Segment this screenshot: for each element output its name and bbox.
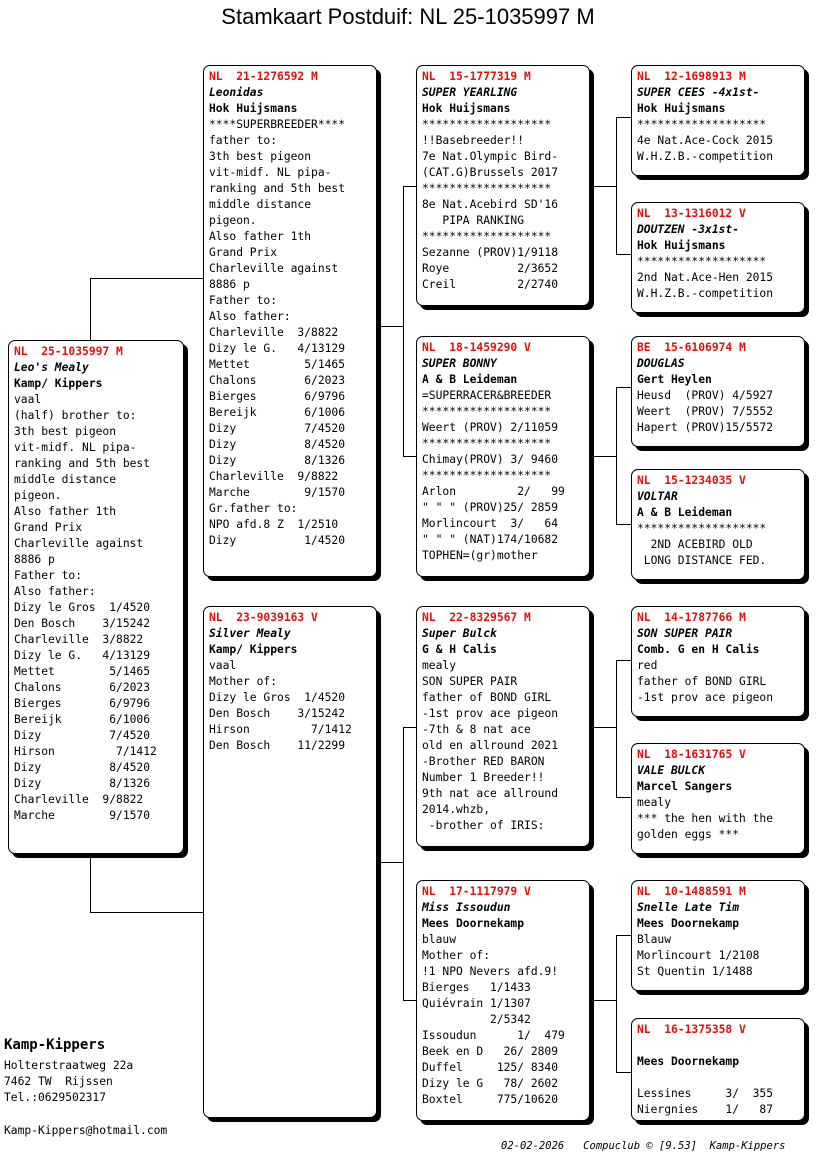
note-line: Dizy 8/1326 (14, 777, 151, 790)
note-line: 9th nat ace allround (422, 787, 559, 800)
note-line: Grand Prix (209, 246, 278, 259)
note-line: Dizy le G. 4/13129 (14, 649, 151, 662)
note-line: !1 NPO Nevers afd.9! (422, 965, 559, 978)
note-line: Mother of: (422, 949, 491, 962)
note-line: Also father: (209, 310, 291, 323)
note-line: 2014.whzb, (422, 803, 491, 816)
note-line: *** the hen with the (637, 812, 774, 825)
note-line: Bierges 6/9796 (209, 390, 346, 403)
note-line: Number 1 Breeder!! (422, 771, 545, 784)
pigeon-name: Super Bulck (422, 627, 497, 640)
connector-line (403, 727, 404, 1000)
connector-line (591, 1000, 616, 1001)
note-line: blauw (422, 933, 457, 946)
pigeon-card-father (203, 65, 377, 577)
note-line: Den Bosch 11/2299 (209, 739, 346, 752)
connector-line (403, 456, 417, 457)
note-line: Dizy 8/4520 (14, 761, 151, 774)
ring-number: NL 22-8329567 M (422, 611, 531, 624)
connector-line (403, 727, 417, 728)
note-line: Marche 9/1570 (14, 809, 151, 822)
note-line: Den Bosch 3/15242 (209, 707, 346, 720)
pigeon-card-mm (416, 880, 590, 1121)
owner-name: Kamp/ Kippers (14, 377, 103, 390)
note-line: " " " (NAT)174/10682 (422, 533, 559, 546)
pigeon-card-mfm (631, 743, 805, 854)
pigeon-name: Miss Issoudun (422, 901, 511, 914)
pigeon-name (637, 1038, 799, 1054)
ring-number: NL 12-1698913 M (637, 70, 746, 83)
note-line: St Quentin 1/1488 (637, 965, 753, 978)
pigeon-name: SUPER BONNY (422, 357, 497, 370)
pigeon-name: SUPER CEES -4x1st- (637, 86, 760, 99)
note-line: 8886 p (14, 553, 55, 566)
note-line: Grand Prix (14, 521, 83, 534)
pigeon-card-mmf (631, 880, 805, 991)
note-line: vaal (14, 393, 42, 406)
note-line: ******************* (637, 255, 767, 268)
connector-line (90, 912, 204, 913)
note-line: Issoudun 1/ 479 (422, 1029, 565, 1042)
note-line: ******************* (637, 522, 767, 535)
pigeon-card-fmm (631, 469, 805, 580)
note-line: Chalons 6/2023 (209, 374, 346, 387)
note-line: Charleville 3/8822 (14, 633, 144, 646)
owner-name: Mees Doornekamp (637, 1055, 740, 1068)
owner-name: Kamp/ Kippers (209, 643, 298, 656)
connector-line (616, 387, 617, 524)
note-line: middle distance (14, 473, 117, 486)
note-line: vit-midf. NL pipa- (209, 166, 332, 179)
note-line: Dizy le Gros 1/4520 (209, 691, 346, 704)
ring-number: NL 15-1777319 M (422, 70, 531, 83)
ring-number: NL 21-1276592 M (209, 70, 318, 83)
note-line: Creil 2/2740 (422, 278, 559, 291)
ring-number: NL 23-9039163 V (209, 611, 318, 624)
note-line: Den Bosch 3/15242 (14, 617, 151, 630)
note-line: Dizy 7/4520 (14, 729, 151, 742)
note-line: W.H.Z.B.-competition (637, 150, 774, 163)
breeder-info (4, 1036, 133, 1106)
pigeon-card-fmf (631, 336, 805, 447)
pigeon-name: Leo's Mealy (14, 361, 89, 374)
note-line: 7e Nat.Olympic Bird- (422, 150, 559, 163)
owner-name: A & B Leideman (637, 506, 733, 519)
owner-name: Gert Heylen (637, 373, 712, 386)
ring-number: NL 18-1631765 V (637, 748, 746, 761)
page-title: Stamkaart Postduif: NL 25-1035997 M (221, 4, 595, 29)
note-line: vit-midf. NL pipa- (14, 441, 137, 454)
connector-line (616, 387, 632, 388)
note-line: 8886 p (209, 278, 250, 291)
note-line: Dizy le G 78/ 2602 (422, 1077, 559, 1090)
note-line: Dizy le Gros 1/4520 (14, 601, 151, 614)
pigeon-name: DOUTZEN -3x1st- (637, 223, 740, 236)
note-line: Hapert (PROV)15/5572 (637, 421, 774, 434)
note-line: Duffel 125/ 8340 (422, 1061, 559, 1074)
note-line: W.H.Z.B.-competition (637, 287, 774, 300)
connector-line (616, 117, 632, 118)
note-line: Hirson 7/1412 (209, 723, 352, 736)
note-line: Also father: (14, 585, 96, 598)
pigeon-name: SON SUPER PAIR (637, 627, 733, 640)
connector-line (90, 278, 204, 279)
pigeon-card-subject (8, 340, 184, 854)
note-line: Beek en D 26/ 2809 (422, 1045, 559, 1058)
connector-line (616, 660, 632, 661)
note-line: old en allround 2021 (422, 739, 559, 752)
owner-name: G & H Calis (422, 643, 497, 656)
note-line: pigeon. (14, 489, 62, 502)
note-line: Weert (PROV) 7/5552 (637, 405, 774, 418)
note-line: NPO afd.8 Z 1/2510 (209, 518, 339, 531)
note-line: ******************* (422, 437, 552, 450)
address-line: Holterstraatweg 22a (4, 1059, 134, 1072)
note-line: ******************* (422, 405, 552, 418)
note-line: red (637, 659, 658, 672)
connector-line (616, 117, 617, 254)
note-line: Gr.father to: (209, 502, 298, 515)
note-line: ******************* (422, 230, 552, 243)
note-line: Blauw (637, 933, 672, 946)
phone-line: Tel.:0629502317 (4, 1091, 107, 1104)
note-line: Dizy le G. 4/13129 (209, 342, 346, 355)
note-line: Bereijk 6/1006 (209, 406, 346, 419)
note-line: ****SUPERBREEDER**** (209, 118, 346, 131)
note-line: Bierges 1/1433 (422, 981, 531, 994)
connector-line (616, 1072, 632, 1073)
owner-name: Comb. G en H Calis (637, 643, 760, 656)
note-line: pigeon. (209, 214, 257, 227)
note-line: 2nd Nat.Ace-Hen 2015 (637, 271, 774, 284)
note-line: Charleville 3/8822 (209, 326, 339, 339)
note-line: Charleville 9/8822 (14, 793, 144, 806)
note-line: father of BOND GIRL (422, 691, 552, 704)
note-line: -Brother RED BARON (422, 755, 545, 768)
note-line: -1st prov ace pigeon (422, 707, 559, 720)
note-line: Quiévrain 1/1307 (422, 997, 531, 1010)
note-line: Father to: (209, 294, 278, 307)
pigeon-card-mff (631, 606, 805, 717)
note-line: Mettet 5/1465 (209, 358, 346, 371)
ring-number: NL 14-1787766 M (637, 611, 746, 624)
pigeon-card-fm (416, 336, 590, 577)
pigeon-card-mother (203, 606, 377, 1118)
connector-line (403, 1000, 417, 1001)
note-line: Dizy 7/4520 (209, 422, 346, 435)
pigeon-card-ff (416, 65, 590, 306)
note-line: (CAT.G)Brussels 2017 (422, 166, 559, 179)
note-line: " " " (PROV)25/ 2859 (422, 501, 559, 514)
ring-number: NL 17-1117979 V (422, 885, 531, 898)
note-line: Morlincourt 3/ 64 (422, 517, 559, 530)
note-line: Roye 2/3652 (422, 262, 559, 275)
connector-line (616, 524, 632, 525)
note-line: mealy (637, 796, 672, 809)
note-line: 2ND ACEBIRD OLD (637, 538, 753, 551)
pigeon-card-mmm (631, 1018, 805, 1121)
note-line: 2/5342 (422, 1013, 531, 1026)
pigeon-card-fff (631, 65, 805, 176)
note-line: Niergnies 1/ 87 (637, 1103, 774, 1116)
note-line: Sezanne (PROV)1/9118 (422, 246, 559, 259)
note-line: vaal (209, 659, 237, 672)
note-line: Charleville against (209, 262, 339, 275)
note-line: Marche 9/1570 (209, 486, 346, 499)
ring-number: BE 15-6106974 M (637, 341, 746, 354)
note-line: -7th & 8 nat ace (422, 723, 531, 736)
note-line: Chimay(PROV) 3/ 9460 (422, 453, 559, 466)
note-line: mealy (422, 659, 457, 672)
ring-number: NL 13-1316012 V (637, 207, 746, 220)
owner-name: A & B Leideman (422, 373, 518, 386)
ring-number: NL 25-1035997 M (14, 345, 123, 358)
note-line: ******************* (422, 469, 552, 482)
ring-number: NL 10-1488591 M (637, 885, 746, 898)
pigeon-name: VOLTAR (637, 490, 678, 503)
note-line: =SUPERRACER&BREEDER (422, 389, 552, 402)
note-line: Weert (PROV) 2/11059 (422, 421, 559, 434)
note-line: ******************* (422, 182, 552, 195)
note-line: middle distance (209, 198, 312, 211)
note-line: ******************* (422, 118, 552, 131)
ring-number: NL 15-1234035 V (637, 474, 746, 487)
connector-line (616, 660, 617, 797)
connector-line (90, 855, 91, 912)
breeder-email: Kamp-Kippers@hotmail.com (4, 1124, 168, 1137)
connector-line (591, 727, 616, 728)
owner-name: Hok Huijsmans (637, 239, 726, 252)
note-line (637, 1070, 799, 1086)
note-line: Mother of: (209, 675, 278, 688)
owner-name: Mees Doornekamp (422, 917, 525, 930)
note-line: Dizy 8/1326 (209, 454, 346, 467)
note-line: 3th best pigeon (14, 425, 117, 438)
note-line: -1st prov ace pigeon (637, 691, 774, 704)
note-line: Heusd (PROV) 4/5927 (637, 389, 774, 402)
note-line: Boxtel 775/10620 (422, 1093, 559, 1106)
owner-name: Marcel Sangers (637, 780, 733, 793)
note-line: Hirson 7/1412 (14, 745, 157, 758)
note-line: PIPA RANKING (422, 214, 525, 227)
owner-name: Hok Huijsmans (422, 102, 511, 115)
note-line: -brother of IRIS: (422, 819, 545, 832)
ring-number: NL 18-1459290 V (422, 341, 531, 354)
note-line: Bierges 6/9796 (14, 697, 151, 710)
address-line: 7462 TW Rijssen (4, 1075, 113, 1088)
note-line: LONG DISTANCE FED. (637, 554, 767, 567)
connector-line (591, 186, 616, 187)
note-line: Mettet 5/1465 (14, 665, 151, 678)
connector-line (591, 456, 616, 457)
pigeon-name: Snelle Late Tim (637, 901, 740, 914)
note-line: Chalons 6/2023 (14, 681, 151, 694)
note-line: Lessines 3/ 355 (637, 1087, 774, 1100)
connector-line (616, 935, 617, 1072)
connector-line (90, 278, 91, 340)
pigeon-name: DOUGLAS (637, 357, 685, 370)
note-line: 4e Nat.Ace-Cock 2015 (637, 134, 774, 147)
pigeon-card-mf (416, 606, 590, 847)
note-line: ranking and 5th best (209, 182, 346, 195)
note-line: Also father 1th (209, 230, 312, 243)
note-line: golden eggs *** (637, 828, 740, 841)
footer-text: 02-02-2026 Compuclub © [9.53] Kamp-Kippers (501, 1140, 786, 1152)
note-line: ******************* (637, 118, 767, 131)
note-line: Morlincourt 1/2108 (637, 949, 760, 962)
note-line: Arlon 2/ 99 (422, 485, 565, 498)
note-line: TOPHEN=(gr)mother (422, 549, 538, 562)
note-line: 3th best pigeon (209, 150, 312, 163)
note-line: Charleville against (14, 537, 144, 550)
note-line: 8e Nat.Acebird SD'16 (422, 198, 559, 211)
owner-name: Hok Huijsmans (209, 102, 298, 115)
note-line: Dizy 8/4520 (209, 438, 346, 451)
note-line: Bereijk 6/1006 (14, 713, 151, 726)
connector-line (378, 862, 403, 863)
note-line: Charleville 9/8822 (209, 470, 339, 483)
ring-number: NL 16-1375358 V (637, 1023, 746, 1036)
note-line: father of BOND GIRL (637, 675, 767, 688)
owner-name: Mees Doornekamp (637, 917, 740, 930)
connector-line (403, 186, 404, 456)
note-line: father to: (209, 134, 278, 147)
note-line: !!Basebreeder!! (422, 134, 525, 147)
pigeon-name: SUPER YEARLING (422, 86, 518, 99)
note-line: SON SUPER PAIR (422, 675, 518, 688)
pigeon-name: Leonidas (209, 86, 264, 99)
connector-line (378, 326, 403, 327)
note-line: (half) brother to: (14, 409, 137, 422)
note-line: Dizy 1/4520 (209, 534, 346, 547)
note-line: Father to: (14, 569, 83, 582)
connector-line (616, 254, 632, 255)
note-line: Also father 1th (14, 505, 117, 518)
connector-line (616, 935, 632, 936)
pigeon-name: Silver Mealy (209, 627, 291, 640)
breeder-name: Kamp-Kippers (4, 1037, 106, 1053)
pigeon-card-ffm (631, 202, 805, 313)
pigeon-name: VALE BULCK (637, 764, 706, 777)
connector-line (616, 797, 632, 798)
owner-name: Hok Huijsmans (637, 102, 726, 115)
connector-line (403, 186, 417, 187)
note-line: ranking and 5th best (14, 457, 151, 470)
